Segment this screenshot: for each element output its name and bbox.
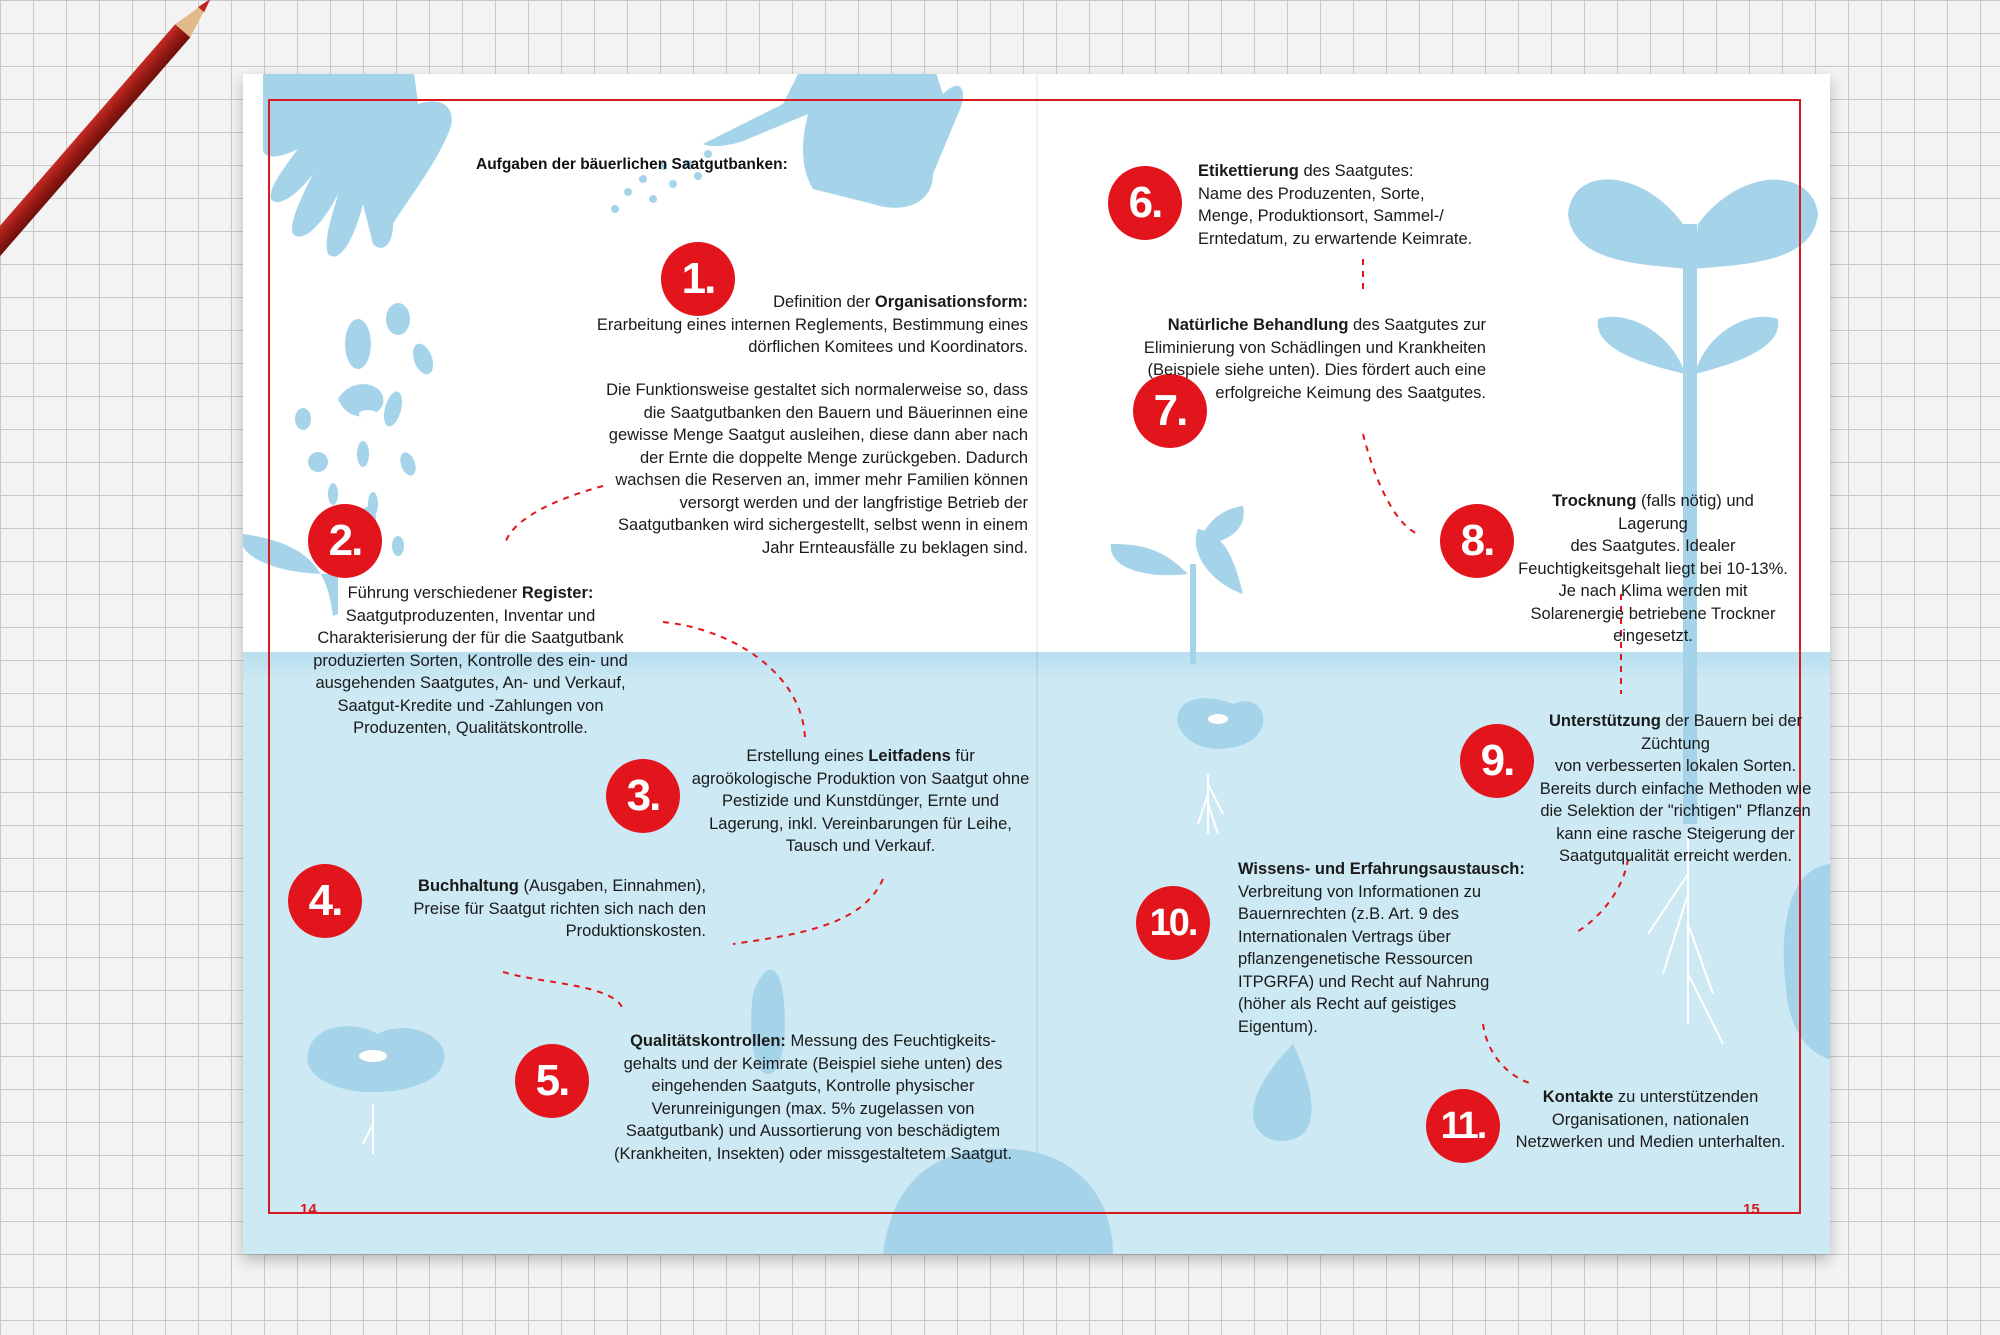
big-leaf-right-icon xyxy=(1693,180,1818,269)
item-5-text xyxy=(603,1030,1023,1165)
item-1-extra: Die Funktionsweise gestaltet sich normalerweise so, dass die Saatgutbanken den Bauern und Bäuerinnen eine gewisse Menge Saatgut ausleihen, diese dann aber nach der Ernte die doppelte Menge zurückgeben. Dadurch wachsen die Reserven an, immer mehr Familien können versorgt werden und der langfristige Betrieb der Saatgutbanken wird sichergestellt, selbst wenn in einem Jahr Ernteausfälle zu beklagen sind. xyxy=(606,381,1028,557)
item-1-rest: Erarbeitung eines internen Reglements, Bestimmung eines dörflichen Komitees und Koordinators. xyxy=(596,315,1028,356)
item-1-bold: Organisationsform: xyxy=(874,293,1028,311)
item-1-before: Definition der xyxy=(773,293,875,311)
item-2-rest: Saatgutproduzenten, Inventar und Charakterisierung der für die Saatgutbank produzierten Sorten, Kontrolle des ein- und ausgehenden Saatgutes, An- und Verkauf, Saatgut-Kredite und -Zahlungen von Produzenten, Qualitätskontrolle. xyxy=(313,606,628,737)
number-badge-5: 5. xyxy=(515,1044,589,1118)
item-5-after: Messung des Feuchtigkeits- xyxy=(785,1032,996,1050)
item-6-rest: Name des Produzenten, Sorte, Menge, Produktionsort, Sammel-/ Erntedatum, zu erwartende Keimrate. xyxy=(1198,184,1473,248)
number-badge-10: 10. xyxy=(1136,886,1210,960)
watering-can-icon xyxy=(703,74,963,208)
item-1-text xyxy=(588,291,1028,359)
pencil xyxy=(0,0,223,317)
item-8-rest: des Saatgutes. Idealer Feuchtigkeitsgehalt liegt bei 10-13%. Je nach Klima werden mit Solarenergie betriebene Trockner eingesetzt. xyxy=(1518,537,1788,645)
item-4-bold: Buchhaltung xyxy=(418,877,519,895)
brochure-spread xyxy=(243,74,1830,1254)
item-6-text xyxy=(1198,160,1483,250)
item-11-rest: Organisationen, nationalen Netzwerken und Medien unterhalten. xyxy=(1515,1110,1786,1151)
pencil-body xyxy=(0,24,190,316)
item-7-text xyxy=(1128,314,1486,404)
item-10-rest: Verbreitung von Informationen zu Bauernrechten (z.B. Art. 9 des Internationalen Vertrags über pflanzengenetische Ressourcen ITPGRFA) und Recht auf Nahrung (höher als Recht auf geistiges Eigentum). xyxy=(1238,882,1490,1036)
item-3-text xyxy=(688,745,1033,858)
item-6-after: des Saatgutes: xyxy=(1298,162,1414,180)
page-number-right: 15 xyxy=(1743,1201,1760,1218)
item-3-before: Erstellung eines xyxy=(746,747,869,765)
number-badge-6: 6. xyxy=(1108,166,1182,240)
item-5-rest: gehalts und der Keimrate (Beispiel siehe unten) des eingehenden Saatguts, Kontrolle physischer Verunreinigungen (max. 5% zugelassen von Saatgutbank) und Aussortierung von beschädigtem (Krankheiten, Insekten) oder missgestaltetem Saatgut. xyxy=(613,1054,1013,1163)
item-3-bold: Leitfadens xyxy=(868,747,951,765)
item-8-bold: Trocknung xyxy=(1552,492,1637,510)
item-6-bold: Etikettierung xyxy=(1198,162,1299,180)
number-badge-8: 8. xyxy=(1440,504,1514,578)
big-leaf-left-icon xyxy=(1568,179,1688,269)
item-2-before: Führung verschiedener xyxy=(347,584,522,602)
page-number-left: 14 xyxy=(300,1201,317,1218)
item-7-after: des Saatgutes zur xyxy=(1348,316,1486,334)
number-badge-2: 2. xyxy=(308,504,382,578)
item-11-bold: Kontakte xyxy=(1542,1088,1614,1106)
item-3-rest: agroökologische Produktion von Saatgut ohne Pestizide und Kunstdünger, Ernte und Lagerung, inkl. Vereinbarungen für Leihe, Tausch und Verkauf. xyxy=(691,769,1030,855)
item-9-bold: Unterstützung xyxy=(1548,712,1661,730)
number-badge-9: 9. xyxy=(1460,724,1534,798)
item-2-bold: Register: xyxy=(521,584,594,602)
item-7-rest: Eliminierung von Schädlingen und Krankheiten (Beispiele siehe unten). Dies fördert auch eine erfolgreiche Keimung des Saatgutes. xyxy=(1143,338,1486,402)
number-badge-3: 3. xyxy=(606,759,680,833)
number-badge-4: 4. xyxy=(288,864,362,938)
item-4-after: (Ausgaben, Einnahmen), xyxy=(518,877,706,895)
item-9-after: der Bauern bei der Züchtung xyxy=(1641,712,1803,753)
item-7-bold: Natürliche Behandlung xyxy=(1167,316,1349,334)
number-badge-1: 1. xyxy=(661,242,735,316)
item-9-rest: von verbesserten lokalen Sorten. Bereits durch einfache Methoden wie die Selektion der "richtigen" Pflanzen kann eine rasche Steigerung der Saatgutqualität erreicht werden. xyxy=(1539,757,1812,865)
item-2-text xyxy=(293,582,648,740)
page-heading: Aufgaben der bäuerlichen Saatgutbanken: xyxy=(476,156,788,173)
item-4-rest: Preise für Saatgut richten sich nach den Produktionskosten. xyxy=(413,899,706,940)
item-9-text xyxy=(1538,710,1813,868)
item-3-after: für xyxy=(950,747,975,765)
item-8-text xyxy=(1518,490,1788,648)
item-4-text xyxy=(373,875,706,943)
item-10-bold: Wissens- und Erfahrungsaustausch: xyxy=(1238,860,1525,878)
item-5-bold: Qualitätskontrollen: xyxy=(630,1032,786,1050)
item-8-after: (falls nötig) und Lagerung xyxy=(1618,492,1754,533)
number-badge-7: 7. xyxy=(1133,374,1207,448)
item-10-text xyxy=(1238,858,1528,1038)
hand-icon xyxy=(263,74,452,257)
item-11-text xyxy=(1508,1086,1793,1154)
number-badge-11: 11. xyxy=(1426,1089,1500,1163)
item-11-after: zu unterstützenden xyxy=(1613,1088,1759,1106)
